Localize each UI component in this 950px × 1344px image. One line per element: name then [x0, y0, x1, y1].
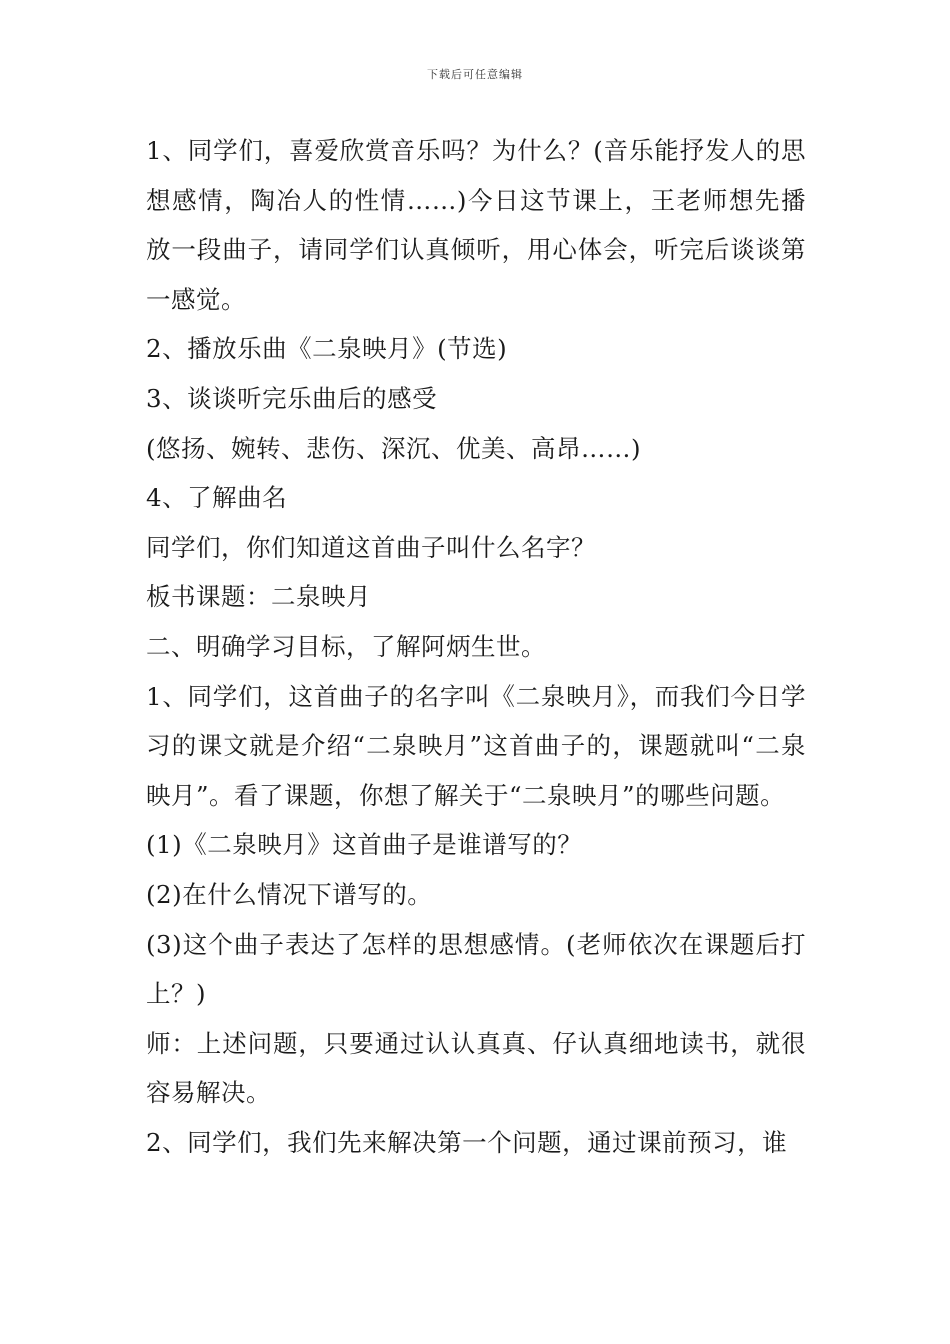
paragraph-5: 4、了解曲名 — [146, 483, 288, 513]
paragraph-9: 1、同学们，这首曲子的名字叫《二泉映月》，而我们今日学习的课文就是介绍“二泉映月”这首曲子的，课题就叫“二泉映月”。看了课题，你想了解关于“二泉映月”的哪些问题。 — [146, 681, 806, 810]
question-3: (3)这个曲子表达了怎样的思想感情。(老师依次在课题后打上？) — [146, 929, 806, 1009]
paragraph-3: 3、谈谈听完乐曲后的感受 — [146, 383, 438, 413]
paragraph-14: 2、同学们，我们先来解决第一个问题，通过课前预习，谁 — [146, 1127, 788, 1157]
document-body — [146, 126, 806, 1167]
paragraph-4: (悠扬、婉转、悲伤、深沉、优美、高昂……) — [146, 433, 642, 463]
paragraph-6: 同学们，你们知道这首曲子叫什么名字？ — [146, 532, 596, 562]
question-2: (2)在什么情况下谱写的。 — [146, 879, 433, 909]
section-heading: 二、明确学习目标，了解阿炳生世。 — [146, 631, 546, 661]
teacher-remark: 师：上述问题，只要通过认认真真、仔认真细地读书，就很容易解决。 — [146, 1028, 806, 1108]
paragraph-1: 1、同学们，喜爱欣赏音乐吗？为什么？(音乐能抒发人的思想感情，陶冶人的性情……)今日这节课上，王老师想先播放一段曲子，请同学们认真倾听，用心体会，听完后谈谈第一感觉。 — [146, 136, 806, 314]
page-header-note: 下载后可任意编辑 — [427, 68, 523, 81]
paragraph-7: 板书课题：二泉映月 — [146, 582, 371, 612]
paragraph-2: 2、播放乐曲《二泉映月》(节选) — [146, 334, 508, 364]
question-1: (1)《二泉映月》这首曲子是谁谱写的？ — [146, 830, 583, 860]
